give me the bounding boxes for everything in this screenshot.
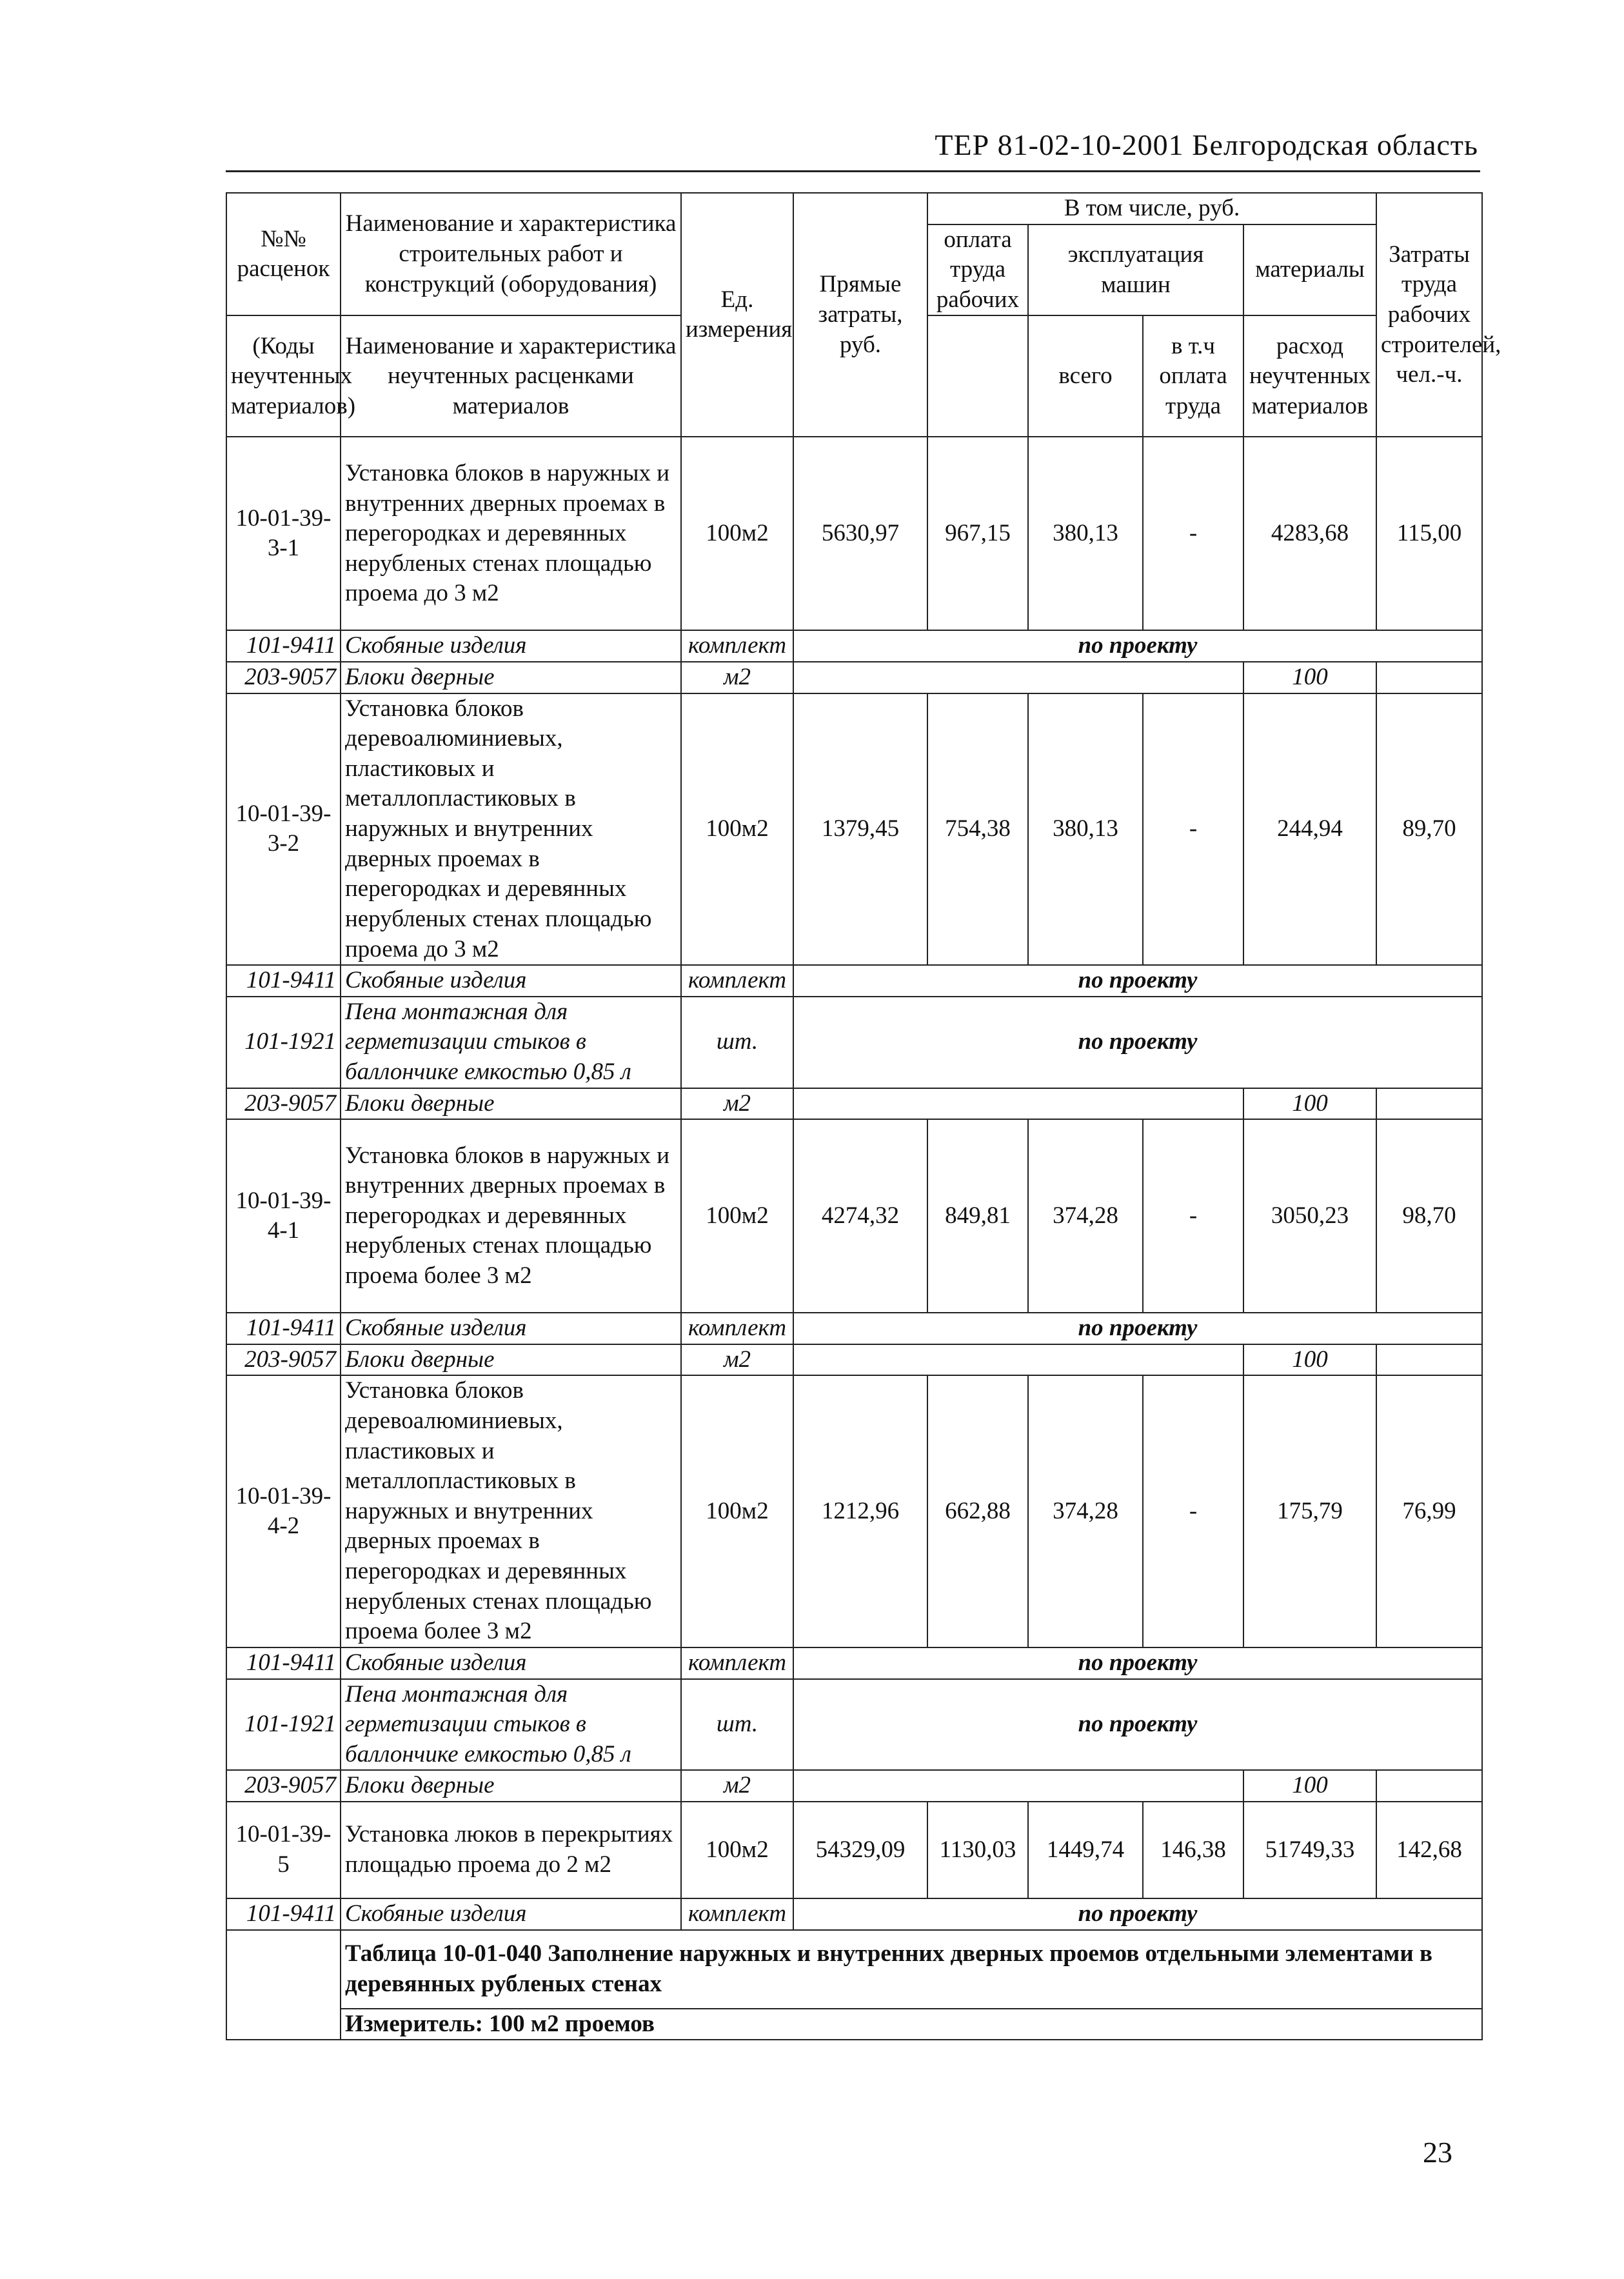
material-row — [226, 965, 1482, 997]
rate-machines: 374,28 — [1028, 1375, 1143, 1647]
material-row — [226, 1088, 1482, 1120]
material-consumption: 100 — [1243, 1770, 1376, 1802]
section-title-blank — [226, 1930, 341, 2040]
material-name: Пена монтажная для герметизации стыков в баллончике емкостью 0,85 л — [341, 1679, 681, 1771]
material-code: 101-9411 — [226, 630, 341, 662]
rate-labor: 98,70 — [1376, 1119, 1482, 1313]
material-name: Скобяные изделия — [341, 1647, 681, 1679]
rate-name: Установка блоков деревоалюминиевых, пластиковых и металлопластиковых в наружных и внутренних дверных проемах в перегородках и деревянных нерубленых стенах площадью проема до 3 м2 — [341, 693, 681, 965]
page-number: 23 — [1423, 2136, 1452, 2169]
material-blank — [793, 662, 1243, 693]
material-code: 101-1921 — [226, 997, 341, 1088]
rate-wages: 662,88 — [927, 1375, 1028, 1647]
header-labor: Затраты труда рабочих строителей, чел.-ч. — [1376, 193, 1482, 437]
header-direct-costs: Прямые затраты, руб. — [793, 193, 927, 437]
header-incl-wages: в т.ч оплата труда — [1143, 315, 1243, 437]
header-machines: эксплуатация машин — [1028, 224, 1243, 316]
material-blank — [1376, 1770, 1482, 1802]
header-row — [226, 193, 1482, 224]
header-unit: Ед. измерения — [681, 193, 793, 437]
material-name: Блоки дверные — [341, 1770, 681, 1802]
rate-machines: 380,13 — [1028, 693, 1143, 965]
material-blank — [1376, 662, 1482, 693]
material-unit: комплект — [681, 630, 793, 662]
rate-code: 10-01-39-3-1 — [226, 437, 341, 630]
rate-unit: 100м2 — [681, 1375, 793, 1647]
header-codes-sub: (Коды неучтенных материалов) — [226, 315, 341, 437]
material-note: по проекту — [793, 630, 1482, 662]
material-row — [226, 1647, 1482, 1679]
material-code: 203-9057 — [226, 662, 341, 693]
rate-name: Установка блоков деревоалюминиевых, пластиковых и металлопластиковых в наружных и внутренних дверных проемах в перегородках и деревянных нерубленых стенах площадью проема более 3 м2 — [341, 1375, 681, 1647]
rate-code: 10-01-39-5 — [226, 1802, 341, 1898]
rate-materials: 175,79 — [1243, 1375, 1376, 1647]
material-name: Блоки дверные — [341, 1344, 681, 1376]
header-wages: оплата труда рабочих — [927, 224, 1028, 316]
rate-row — [226, 437, 1482, 630]
material-code: 101-9411 — [226, 1647, 341, 1679]
rate-wages: 1130,03 — [927, 1802, 1028, 1898]
material-row — [226, 1313, 1482, 1344]
header-including: В том числе, руб. — [927, 193, 1376, 224]
header-consumption: расход неучтенных материалов — [1243, 315, 1376, 437]
rate-labor: 76,99 — [1376, 1375, 1482, 1647]
rate-unit: 100м2 — [681, 1119, 793, 1313]
rate-materials: 244,94 — [1243, 693, 1376, 965]
material-name: Скобяные изделия — [341, 1313, 681, 1344]
material-blank — [793, 1088, 1243, 1120]
material-unit: м2 — [681, 662, 793, 693]
material-code: 101-9411 — [226, 1313, 341, 1344]
rate-name: Установка люков в перекрытиях площадью проема до 2 м2 — [341, 1802, 681, 1898]
material-row — [226, 1770, 1482, 1802]
material-unit: м2 — [681, 1344, 793, 1376]
rate-materials: 3050,23 — [1243, 1119, 1376, 1313]
rate-code: 10-01-39-4-2 — [226, 1375, 341, 1647]
rate-name: Установка блоков в наружных и внутренних дверных проемах в перегородках и деревянных нерубленых стенах площадью проема более 3 м2 — [341, 1119, 681, 1313]
rate-direct-costs: 54329,09 — [793, 1802, 927, 1898]
rate-name: Установка блоков в наружных и внутренних дверных проемах в перегородках и деревянных нерубленых стенах площадью проема до 3 м2 — [341, 437, 681, 630]
material-code: 203-9057 — [226, 1770, 341, 1802]
material-name: Пена монтажная для герметизации стыков в баллончике емкостью 0,85 л — [341, 997, 681, 1088]
material-unit: комплект — [681, 965, 793, 997]
rate-materials: 51749,33 — [1243, 1802, 1376, 1898]
material-consumption: 100 — [1243, 1088, 1376, 1120]
rate-machines-wages: - — [1143, 1119, 1243, 1313]
rate-machines: 1449,74 — [1028, 1802, 1143, 1898]
rate-code: 10-01-39-3-2 — [226, 693, 341, 965]
rate-machines-wages: - — [1143, 693, 1243, 965]
section-measure: Измеритель: 100 м2 проемов — [341, 2009, 1482, 2040]
rate-direct-costs: 1212,96 — [793, 1375, 927, 1647]
section-measure-row — [226, 2009, 1482, 2040]
rate-labor: 115,00 — [1376, 437, 1482, 630]
rate-wages: 849,81 — [927, 1119, 1028, 1313]
rate-machines-wages: - — [1143, 437, 1243, 630]
section-title: Таблица 10-01-040 Заполнение наружных и внутренних дверных проемов отдельными элементами в деревянных рубленых стенах — [341, 1930, 1482, 2009]
rate-unit: 100м2 — [681, 1802, 793, 1898]
header-code: №№ расценок — [226, 193, 341, 315]
material-row — [226, 662, 1482, 693]
material-unit: комплект — [681, 1898, 793, 1930]
material-blank — [1376, 1088, 1482, 1120]
material-blank — [793, 1344, 1243, 1376]
header-name: Наименование и характеристика строительных работ и конструкций (оборудования) — [341, 193, 681, 315]
material-code: 101-1921 — [226, 1679, 341, 1771]
rate-labor: 142,68 — [1376, 1802, 1482, 1898]
material-name: Скобяные изделия — [341, 965, 681, 997]
material-name: Блоки дверные — [341, 662, 681, 693]
rate-row — [226, 1802, 1482, 1898]
rate-direct-costs: 5630,97 — [793, 437, 927, 630]
material-note: по проекту — [793, 965, 1482, 997]
rate-direct-costs: 1379,45 — [793, 693, 927, 965]
material-row — [226, 997, 1482, 1088]
material-blank — [1376, 1344, 1482, 1376]
price-table — [226, 192, 1501, 2040]
section-title-row — [226, 1930, 1482, 2009]
rate-unit: 100м2 — [681, 437, 793, 630]
rate-row — [226, 1375, 1482, 1647]
material-row — [226, 1344, 1482, 1376]
material-note: по проекту — [793, 1898, 1482, 1930]
material-note: по проекту — [793, 1679, 1482, 1771]
rate-machines-wages: 146,38 — [1143, 1802, 1243, 1898]
rate-machines: 380,13 — [1028, 437, 1143, 630]
rate-direct-costs: 4274,32 — [793, 1119, 927, 1313]
rate-unit: 100м2 — [681, 693, 793, 965]
header-name-sub: Наименование и характеристика неучтенных расценками материалов — [341, 315, 681, 437]
header-rule — [226, 170, 1480, 172]
header-materials: материалы — [1243, 224, 1376, 316]
material-row — [226, 630, 1482, 662]
rate-wages: 754,38 — [927, 693, 1028, 965]
material-name: Блоки дверные — [341, 1088, 681, 1120]
rate-code: 10-01-39-4-1 — [226, 1119, 341, 1313]
rate-materials: 4283,68 — [1243, 437, 1376, 630]
material-name: Скобяные изделия — [341, 1898, 681, 1930]
material-unit: шт. — [681, 1679, 793, 1771]
rate-row — [226, 1119, 1482, 1313]
material-code: 203-9057 — [226, 1088, 341, 1120]
material-code: 203-9057 — [226, 1344, 341, 1376]
material-unit: комплект — [681, 1313, 793, 1344]
material-row — [226, 1679, 1482, 1771]
header-total: всего — [1028, 315, 1143, 437]
header-wages-blank — [927, 315, 1028, 437]
material-name: Скобяные изделия — [341, 630, 681, 662]
material-note: по проекту — [793, 997, 1482, 1088]
rate-row — [226, 693, 1482, 965]
material-consumption: 100 — [1243, 1344, 1376, 1376]
material-unit: шт. — [681, 997, 793, 1088]
rate-labor: 89,70 — [1376, 693, 1482, 965]
page-header: ТЕР 81-02-10-2001 Белгородская область — [935, 128, 1478, 161]
rate-machines-wages: - — [1143, 1375, 1243, 1647]
material-code: 101-9411 — [226, 965, 341, 997]
material-row — [226, 1898, 1482, 1930]
material-note: по проекту — [793, 1313, 1482, 1344]
material-blank — [793, 1770, 1243, 1802]
rate-machines: 374,28 — [1028, 1119, 1143, 1313]
material-unit: м2 — [681, 1770, 793, 1802]
material-unit: м2 — [681, 1088, 793, 1120]
material-code: 101-9411 — [226, 1898, 341, 1930]
material-note: по проекту — [793, 1647, 1482, 1679]
material-unit: комплект — [681, 1647, 793, 1679]
material-consumption: 100 — [1243, 662, 1376, 693]
rate-wages: 967,15 — [927, 437, 1028, 630]
